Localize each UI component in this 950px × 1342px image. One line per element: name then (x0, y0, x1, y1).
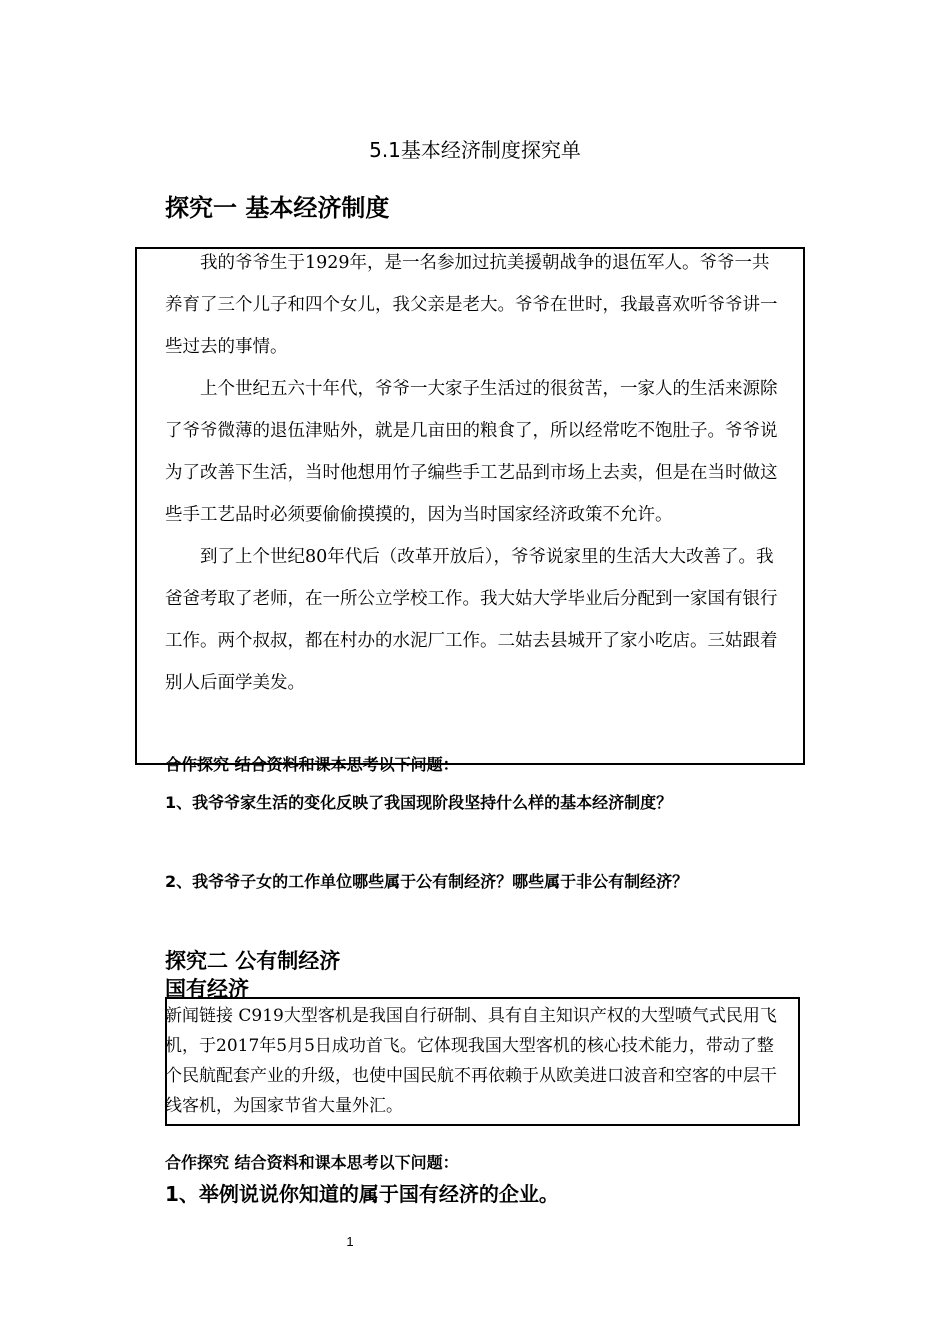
story-text (165, 242, 785, 704)
document-title: 5.1基本经济制度探究单 (369, 138, 581, 162)
cooperate-label-2: 合作探究 结合资料和课本思考以下问题： (165, 1153, 459, 1172)
question-2: 2、我爷爷子女的工作单位哪些属于公有制经济？哪些属于非公有制经济？ (165, 872, 689, 891)
news-text: 新闻链接 C919大型客机是我国自行研制、具有自主知识产权的大型喷气式民用飞机，于2017年5月5日成功首飞。它体现我国大型客机的核心技术能力，带动了整个民航配套产业的升级，也使中国民航不再依赖于从欧美进口波音和空客的中层干线客机，为国家节省大量外汇。 (165, 1006, 777, 1116)
cooperate-label-1: 合作探究 结合资料和课本思考以下问题： (165, 755, 459, 774)
question-1: 1、我爷爷家生活的变化反映了我国现阶段坚持什么样的基本经济制度？ (165, 793, 673, 812)
question-3: 1、举例说说你知道的属于国有经济的企业。 (165, 1182, 559, 1206)
page-number: 1 (346, 1234, 354, 1249)
section1-heading: 探究一 基本经济制度 (165, 194, 390, 222)
section2-subheading: 国有经济 (165, 977, 249, 1001)
section2-heading: 探究二 公有制经济 (165, 949, 341, 973)
story-paragraph-1: 我的爷爷生于1929年，是一名参加过抗美援朝战争的退伍军人。爷爷一共养育了三个儿子和四个女儿，我父亲是老大。爷爷在世时，我最喜欢听爷爷讲一些过去的事情。 (165, 253, 778, 357)
story-paragraph-2: 上个世纪五六十年代，爷爷一大家子生活过的很贫苦，一家人的生活来源除了爷爷微薄的退伍津贴外，就是几亩田的粮食了，所以经常吃不饱肚子。爷爷说为了改善下生活，当时他想用竹子编些手工艺品到市场上去卖，但是在当时做这些手工艺品时必须要偷偷摸摸的，因为当时国家经济政策不允许。 (165, 379, 778, 525)
story-paragraph-3: 到了上个世纪80年代后（改革开放后），爷爷说家里的生活大大改善了。我爸爸考取了老师，在一所公立学校工作。我大姑大学毕业后分配到一家国有银行工作。两个叔叔，都在村办的水泥厂工作。二姑去县城开了家小吃店。三姑跟着别人后面学美发。 (165, 547, 778, 693)
